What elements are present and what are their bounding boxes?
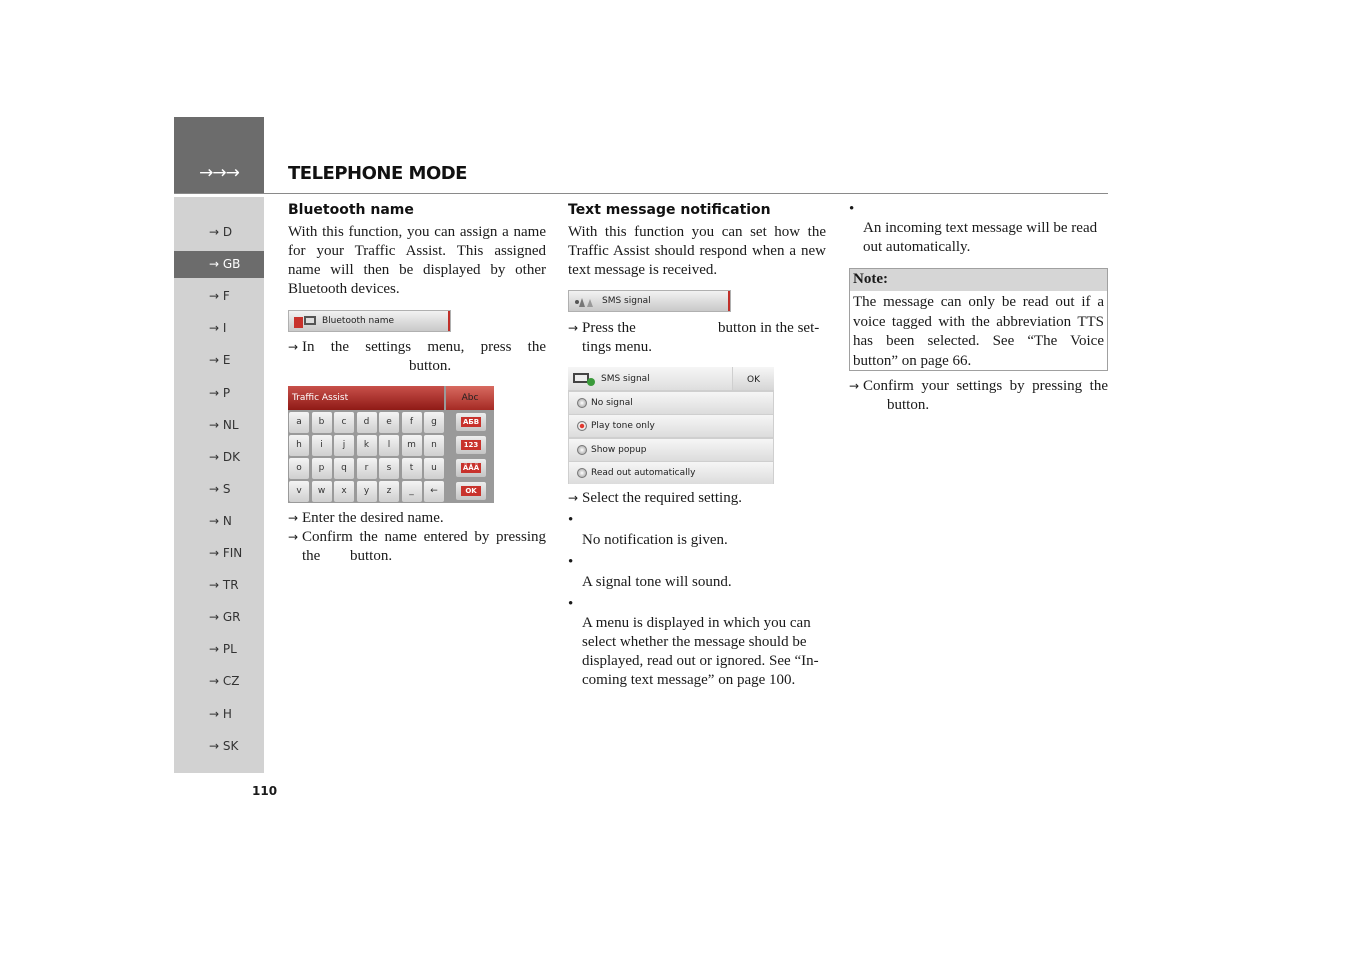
bluetooth-intro-paragraph: With this function, you can assign a name for your Traffic Assist. This assigned name will then be displayed by other Bluetooth devices.: [288, 224, 546, 297]
keyboard-key[interactable]: m: [402, 435, 422, 456]
bullet-read-out-line: out automatically.: [863, 239, 971, 255]
bullet-tone-text: A signal tone will sound.: [582, 574, 732, 590]
sms-option-label: Read out automatically: [591, 467, 696, 478]
keyboard-key[interactable]: e: [379, 412, 399, 433]
step-arrow: →: [288, 511, 299, 525]
keyboard-key[interactable]: a: [289, 412, 309, 433]
radio-unselected-icon[interactable]: [577, 398, 587, 408]
sidebar-language-item[interactable]: → SK: [209, 738, 239, 753]
keyboard-key[interactable]: i: [312, 435, 332, 456]
sms-option-label: Play tone only: [591, 421, 655, 432]
keyboard-function-key-label: АБВ: [462, 418, 480, 426]
sms-signal-menu-label: SMS signal: [602, 296, 651, 306]
page-number: 110: [252, 784, 278, 798]
keyboard-title-bar: [288, 386, 444, 410]
header-divider: [174, 193, 1108, 194]
sidebar-language-item[interactable]: → DK: [209, 449, 240, 464]
radio-selected-icon[interactable]: [577, 421, 587, 431]
sms-option-row[interactable]: [569, 462, 773, 484]
bluetooth-device-icon: [293, 315, 317, 329]
step-text-continued: button.: [350, 548, 393, 564]
sidebar-language-item[interactable]: → NL: [209, 417, 239, 432]
sms-signal-menu-button[interactable]: [568, 290, 731, 312]
note-box: [849, 268, 1108, 371]
header-arrows: →→→: [199, 163, 239, 183]
bullet-marker: •: [568, 512, 574, 528]
keyboard-key[interactable]: g: [424, 412, 444, 433]
keyboard-key[interactable]: w: [312, 481, 332, 502]
keyboard-function-key[interactable]: [456, 482, 486, 500]
step-text: Confirm the name entered by pressing: [302, 529, 546, 545]
bullet-popup-line: displayed, read out or ignored. See “In-: [582, 653, 819, 669]
sidebar-language-item[interactable]: → GR: [209, 610, 241, 625]
sidebar-language-item[interactable]: → I: [209, 321, 227, 336]
sidebar-language-item[interactable]: → GB: [174, 251, 264, 278]
keyboard-key[interactable]: u: [424, 458, 444, 479]
confirm-settings-step: [849, 377, 1108, 415]
keyboard-key[interactable]: h: [289, 435, 309, 456]
keyboard-function-key-label: 123: [461, 440, 481, 450]
keyboard-key[interactable]: t: [402, 458, 422, 479]
step-text: Press the: [582, 320, 636, 336]
keyboard-function-key-label: OK: [461, 486, 481, 496]
bullet-popup-line: select whether the message should be: [582, 634, 807, 650]
keyboard-key[interactable]: k: [357, 435, 377, 456]
sms-intro-text: [568, 223, 826, 280]
sms-message-icon: [572, 371, 596, 387]
sms-screen-title-bar: [568, 367, 732, 390]
bullet-marker: •: [849, 201, 855, 217]
step-text: Select the required setting.: [582, 490, 742, 506]
bullet-marker: •: [568, 596, 574, 612]
sms-signal-screen: [568, 367, 774, 484]
sms-intro-paragraph: With this function you can set how the Traffic Assist should respond when a new text message is received.: [568, 224, 826, 278]
keyboard-key[interactable]: o: [289, 458, 309, 479]
step-text: Confirm your settings by pressing the: [863, 378, 1108, 394]
bluetooth-name-menu-label: Bluetooth name: [322, 316, 395, 326]
sms-step-1: [568, 319, 826, 357]
sidebar-language-item[interactable]: → PL: [209, 642, 237, 657]
step-text: In the settings menu, press the: [302, 339, 546, 355]
step-arrow: →: [568, 491, 579, 505]
keyboard-mode-button[interactable]: Abc: [446, 386, 494, 410]
sms-option-row[interactable]: [569, 439, 773, 461]
bluetooth-name-menu-button[interactable]: [288, 310, 451, 332]
bluetooth-step-3: [288, 528, 546, 566]
step-arrow: →: [849, 379, 860, 393]
keyboard-function-key[interactable]: [456, 436, 486, 454]
bluetooth-intro-text: [288, 223, 546, 299]
bullet-read-out-text: [863, 219, 1113, 257]
keyboard-key[interactable]: _: [402, 481, 422, 502]
sms-option-row[interactable]: [569, 415, 773, 437]
sidebar-language-item[interactable]: → FIN: [209, 546, 243, 560]
note-text: The message can only be read out if a voice tagged with the abbreviation TTS has been selected. See “The Voice button” on page 66.: [853, 294, 1104, 369]
sidebar-language-item[interactable]: → S: [209, 481, 231, 496]
sidebar-language-item[interactable]: → TR: [209, 578, 239, 593]
keyboard-screen: [288, 386, 494, 503]
bullet-popup-text: [582, 614, 832, 690]
radio-unselected-icon[interactable]: [577, 468, 587, 478]
bullet-no-signal-text: No notification is given.: [582, 532, 728, 548]
keyboard-key[interactable]: x: [334, 481, 354, 502]
page-title: TELEPHONE MODE: [288, 163, 467, 184]
section-heading-bluetooth-name: Bluetooth name: [288, 202, 414, 218]
sidebar-language-item[interactable]: → N: [209, 513, 232, 528]
bluetooth-step-1: [288, 338, 546, 376]
keyboard-key[interactable]: p: [312, 458, 332, 479]
sms-step-2: [568, 489, 742, 508]
step-text-continued: button.: [887, 397, 930, 413]
keyboard-key[interactable]: j: [334, 435, 354, 456]
step-arrow: →: [288, 340, 299, 354]
radio-unselected-icon[interactable]: [577, 445, 587, 455]
bullet-popup-line: A menu is displayed in which you can: [582, 615, 811, 631]
keyboard-key[interactable]: y: [357, 481, 377, 502]
keyboard-key[interactable]: d: [357, 412, 377, 433]
keyboard-key[interactable]: l: [379, 435, 399, 456]
keyboard-key[interactable]: b: [312, 412, 332, 433]
sidebar-language-item[interactable]: → H: [209, 706, 232, 721]
step-text-continued: tings menu.: [582, 339, 652, 355]
bullet-popup-line: coming text message” on page 100.: [582, 672, 796, 688]
sms-option-label: No signal: [591, 398, 633, 408]
keyboard-function-key[interactable]: [456, 459, 486, 477]
sms-option-row[interactable]: [569, 392, 773, 414]
bluetooth-step-2: [288, 509, 546, 528]
sms-option-label: Show popup: [591, 444, 647, 455]
sms-screen-title: SMS signal: [601, 374, 650, 384]
step-text: Enter the desired name.: [302, 510, 444, 526]
keyboard-key[interactable]: s: [379, 458, 399, 479]
language-sidebar: [174, 197, 264, 773]
keyboard-key[interactable]: q: [334, 458, 354, 479]
step-text-continued: the: [302, 548, 321, 564]
keyboard-key[interactable]: r: [357, 458, 377, 479]
note-title: Note:: [850, 269, 1107, 291]
keyboard-function-key[interactable]: [456, 413, 486, 431]
keyboard-key[interactable]: n: [424, 435, 444, 456]
sidebar-language-item[interactable]: → E: [209, 353, 231, 368]
sms-bell-icon: [573, 295, 597, 309]
sidebar-language-item[interactable]: → P: [209, 385, 231, 400]
keyboard-function-key-label: ÄÅÄ: [462, 464, 480, 472]
sidebar-language-item[interactable]: → CZ: [209, 674, 240, 689]
step-arrow: →: [288, 530, 299, 544]
keyboard-title: Traffic Assist: [292, 393, 349, 403]
step-text: button in the set-: [718, 320, 820, 336]
sms-ok-button[interactable]: OK: [733, 367, 774, 390]
keyboard-key[interactable]: z: [379, 481, 399, 502]
sidebar-language-item[interactable]: → F: [209, 289, 230, 304]
keyboard-key[interactable]: f: [402, 412, 422, 433]
sidebar-language-item[interactable]: → D: [209, 225, 233, 239]
keyboard-key[interactable]: c: [334, 412, 354, 433]
bullet-marker: •: [568, 554, 574, 570]
keyboard-key[interactable]: v: [289, 481, 309, 502]
keyboard-key[interactable]: ←: [424, 481, 444, 502]
bullet-read-out-line: An incoming text message will be read: [863, 220, 1098, 236]
step-text-continued: button.: [409, 358, 452, 374]
section-heading-text-message-notification: Text message notification: [568, 202, 771, 218]
step-arrow: →: [568, 321, 579, 335]
